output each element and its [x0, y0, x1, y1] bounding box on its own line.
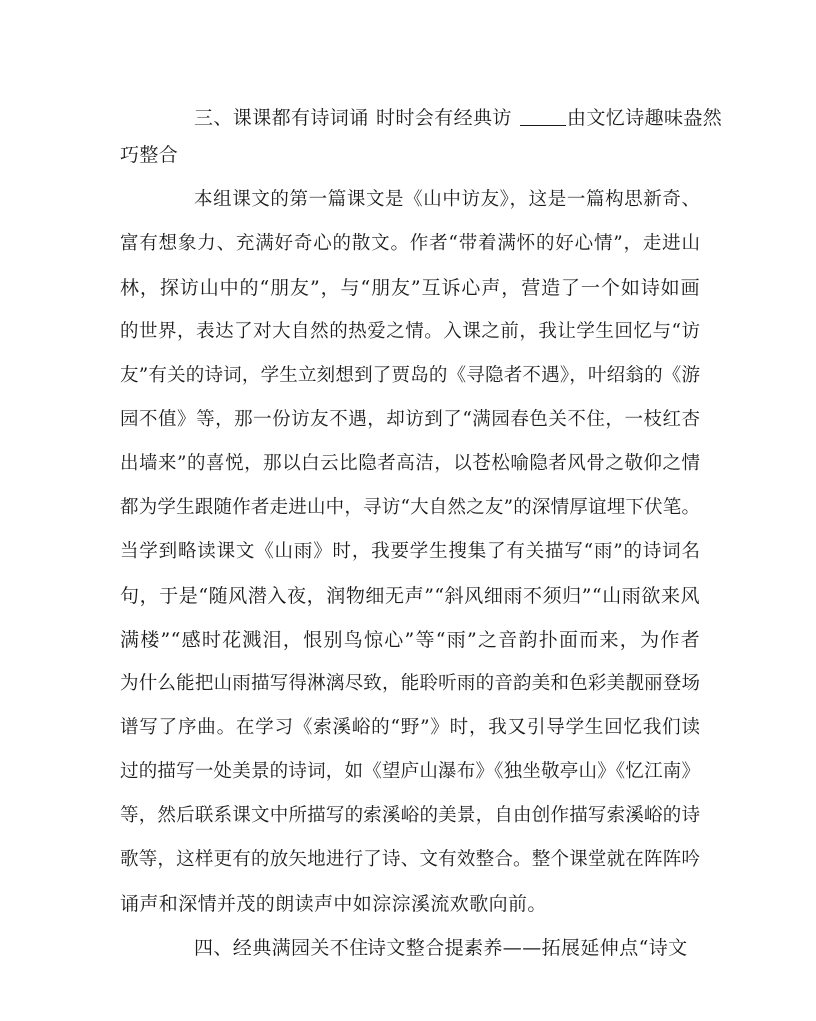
paragraph-line: 满楼”“感时花溅泪，恨别鸟惊心”等“雨”之音韵扑面而来，为作者 [120, 629, 700, 651]
paragraph-line: 富有想象力、充满好奇心的散文。作者“带着满怀的好心情”，走进山 [120, 233, 700, 254]
paragraph-line: 友”有关的诗词，学生立刻想到了贾岛的《寻隐者不遇》，叶绍翁的《游 [120, 365, 700, 386]
paragraph-line: 本组课文的第一篇课文是《山中访友》，这是一篇构思新奇、 [194, 189, 700, 210]
paragraph-line: 歌等，这样更有的放矢地进行了诗、文有效整合。整个课堂就在阵阵吟 [120, 849, 700, 870]
paragraph-line: 都为学生跟随作者走进山中，寻访“大自然之友”的深情厚谊埋下伏笔。 [120, 497, 700, 518]
heading-4-part-2: 诗文整合提素养——拓展延伸点“诗文 [367, 937, 688, 959]
paragraph-line: 等，然后联系课文中所描写的索溪峪的美景，自由创作描写索溪峪的诗 [120, 805, 700, 826]
paragraph-line: 当学到略读课文《山雨》时，我要学生搜集了有关描写“雨”的诗词名 [120, 541, 700, 562]
section-heading-4 [194, 937, 700, 959]
heading-3-part-1: 三、课课都有诗词诵 [194, 107, 369, 129]
section-heading-3 [194, 107, 723, 129]
heading-4-part-1: 四、经典满园关不住 [194, 937, 369, 959]
heading-3-part-3: 由文忆诗趣味盎然 [567, 107, 723, 129]
paragraph-line: 的世界，表达了对大自然的热爱之情。入课之前，我让学生回忆与“访 [120, 321, 700, 342]
paragraph-line: 诵声和深情并茂的朗读声中如淙淙溪流欢歌向前。 [120, 893, 547, 915]
paragraph-line: 过的描写一处美景的诗词，如《望庐山瀑布》《独坐敬亭山》《忆江南》 [120, 761, 700, 782]
paragraph-line: 园不值》等，那一份访友不遇，却访到了“满园春色关不住，一枝红杏 [120, 409, 700, 430]
paragraph-line: 出墙来”的喜悦，那以白云比隐者高洁，以苍松喻隐者风骨之敬仰之情 [120, 453, 700, 474]
heading-3-part-2: 时时会有经典访 [376, 107, 512, 129]
fill-in-blank [520, 125, 566, 126]
paragraph-line: 谱写了序曲。在学习《索溪峪的“野”》时，我又引导学生回忆我们读 [120, 717, 700, 738]
section-heading-3-continuation: 巧整合 [120, 144, 179, 166]
paragraph-line: 句，于是“随风潜入夜，润物细无声”“斜风细雨不须归”“山雨欲来风 [120, 585, 700, 607]
paragraph-line: 林，探访山中的“朋友”，与“朋友”互诉心声，营造了一个如诗如画 [120, 277, 700, 299]
paragraph-line: 为什么能把山雨描写得淋漓尽致，能聆听雨的音韵美和色彩美靓丽登场 [120, 673, 700, 694]
